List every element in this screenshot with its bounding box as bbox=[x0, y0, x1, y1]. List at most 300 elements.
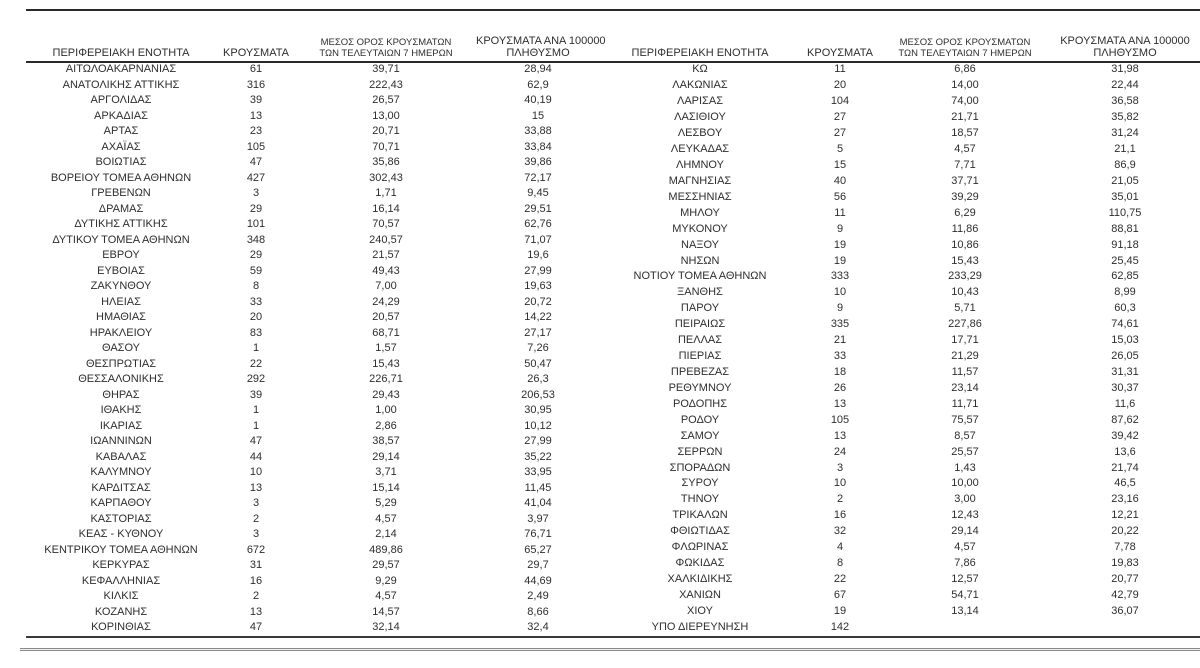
table-row bbox=[600, 189, 1200, 205]
bottom-rule-primary bbox=[26, 636, 1200, 638]
table-body-left bbox=[26, 62, 600, 636]
per100k-cell: 7,78 bbox=[1114, 541, 1136, 554]
cases-cell: 29 bbox=[249, 249, 263, 262]
table-row bbox=[600, 365, 1200, 381]
table-row bbox=[600, 317, 1200, 333]
cases-column-header: ΚΡΟΥΣΜΑΤΑ bbox=[223, 47, 289, 59]
per100k-cell: 30,37 bbox=[1111, 381, 1139, 394]
region-cell: ΑΧΑΪΑΣ bbox=[101, 140, 141, 153]
cases-cell: 1 bbox=[252, 404, 260, 417]
cases-cell: 20 bbox=[833, 79, 847, 92]
region-cell: ΤΡΙΚΑΛΩΝ bbox=[672, 509, 728, 522]
cases-cell: 105 bbox=[830, 413, 850, 426]
cases-cell: 40 bbox=[833, 174, 847, 187]
table-row bbox=[600, 524, 1200, 540]
per100k-cell: 62,9 bbox=[527, 78, 549, 91]
table-row bbox=[26, 155, 600, 171]
cases-cell: 2 bbox=[252, 590, 260, 603]
per100k-cell: 29,7 bbox=[527, 559, 549, 572]
per100k-cell: 27,99 bbox=[524, 435, 552, 448]
per100k-cell: 33,84 bbox=[524, 140, 552, 153]
avg7-cell: 75,57 bbox=[951, 413, 979, 426]
cases-cell: 11 bbox=[834, 63, 846, 76]
avg7-cell: 3,00 bbox=[954, 493, 976, 506]
per100k-cell: 65,27 bbox=[524, 543, 552, 556]
per100k-cell: 10,12 bbox=[524, 419, 552, 432]
per100k-cell: 19,6 bbox=[527, 249, 549, 262]
per100k-cell: 76,71 bbox=[524, 528, 552, 541]
per100k-cell: 33,88 bbox=[524, 125, 552, 138]
avg7-cell: 24,29 bbox=[372, 295, 400, 308]
per100k-cell: 35,22 bbox=[524, 450, 552, 463]
per100k-cell bbox=[1050, 619, 1200, 635]
avg7-cell: 4,57 bbox=[954, 143, 976, 156]
table-row bbox=[600, 587, 1200, 603]
cases-cell: 4 bbox=[836, 541, 844, 554]
avg7-cell: 7,86 bbox=[954, 557, 976, 570]
region-cell: ΠΑΡΟΥ bbox=[680, 302, 720, 315]
region-cell: ΞΑΝΘΗΣ bbox=[677, 286, 723, 299]
cases-cell: 22 bbox=[833, 572, 847, 585]
avg7-cell: 1,71 bbox=[375, 187, 397, 200]
region-cell: ΜΑΓΝΗΣΙΑΣ bbox=[668, 174, 732, 187]
per100k-column-header bbox=[476, 11, 606, 62]
cases-cell: 10 bbox=[833, 286, 847, 299]
avg7-cell: 1,00 bbox=[375, 404, 397, 417]
cases-cell: 83 bbox=[249, 326, 263, 339]
per100k-cell: 44,69 bbox=[524, 574, 552, 587]
table-row bbox=[600, 142, 1200, 158]
cases-cell: 104 bbox=[830, 95, 850, 108]
per100k-cell: 62,76 bbox=[524, 218, 552, 231]
avg7-cell: 14,57 bbox=[372, 605, 400, 618]
per100k-cell: 50,47 bbox=[524, 357, 552, 370]
per100k-cell: 35,82 bbox=[1111, 111, 1139, 124]
cases-cell: 31 bbox=[249, 559, 263, 572]
region-cell: ΚΙΛΚΙΣ bbox=[103, 590, 139, 603]
cases-cell: 39 bbox=[249, 94, 263, 107]
per100k-column-header bbox=[1050, 11, 1200, 62]
cases-cell: 27 bbox=[833, 127, 847, 140]
avg7-cell: 26,57 bbox=[372, 94, 400, 107]
region-cell: ΛΕΥΚΑΔΑΣ bbox=[670, 143, 730, 156]
region-cell: ΜΗΛΟΥ bbox=[680, 206, 720, 219]
table-row bbox=[26, 109, 600, 125]
avg7-cell: 2,86 bbox=[375, 419, 397, 432]
region-column-header: ΠΕΡΙΦΕΡΕΙΑΚΗ ΕΝΟΤΗΤΑ bbox=[52, 47, 190, 59]
per100k-cell: 39,86 bbox=[524, 156, 552, 169]
per100k-cell: 21,05 bbox=[1111, 174, 1139, 187]
cases-cell: 26 bbox=[833, 381, 847, 394]
region-cell: ΚΑΒΑΛΑΣ bbox=[95, 450, 147, 463]
per100k-cell: 11,6 bbox=[1114, 397, 1136, 410]
per100k-cell: 91,18 bbox=[1111, 238, 1139, 251]
avg7-cell: 21,29 bbox=[951, 350, 979, 363]
region-table-left bbox=[26, 11, 606, 636]
region-cell: ΑΡΓΟΛΙΔΑΣ bbox=[90, 94, 152, 107]
per100k-cell: 60,3 bbox=[1114, 302, 1136, 315]
per100k-cell: 35,01 bbox=[1111, 190, 1139, 203]
avg7-header-line2: ΤΩΝ ΤΕΛΕΥΤΑΙΩΝ 7 ΗΜΕΡΩΝ bbox=[319, 48, 453, 59]
avg7-cell: 35,86 bbox=[372, 156, 400, 169]
region-cell: ΜΥΚΟΝΟΥ bbox=[672, 222, 728, 235]
cases-cell: 2 bbox=[252, 512, 260, 525]
table-row bbox=[600, 492, 1200, 508]
header-row bbox=[26, 11, 600, 62]
avg7-cell: 1,57 bbox=[375, 342, 397, 355]
avg7-header-line2: ΤΩΝ ΤΕΛΕΥΤΑΙΩΝ 7 ΗΜΕΡΩΝ bbox=[898, 48, 1032, 59]
avg7-cell: 5,71 bbox=[954, 302, 976, 315]
region-cell: ΚΑΡΠΑΘΟΥ bbox=[90, 497, 152, 510]
per100k-cell: 86,9 bbox=[1114, 158, 1136, 171]
region-cell: ΚΕΝΤΡΙΚΟΥ ΤΟΜΕΑ ΑΘΗΝΩΝ bbox=[44, 543, 198, 556]
per100k-cell: 39,42 bbox=[1111, 429, 1139, 442]
region-cell: ΚΑΡΔΙΤΣΑΣ bbox=[91, 481, 151, 494]
table-row bbox=[600, 237, 1200, 253]
region-cell: ΙΘΑΚΗΣ bbox=[100, 404, 142, 417]
per100k-cell: 31,24 bbox=[1111, 127, 1139, 140]
region-cell: ΑΡΤΑΣ bbox=[103, 125, 139, 138]
table-row bbox=[600, 476, 1200, 492]
avg7-cell: 70,57 bbox=[372, 218, 400, 231]
avg7-cell: 17,71 bbox=[951, 334, 979, 347]
table-row bbox=[26, 310, 600, 326]
per100k-cell: 21,74 bbox=[1111, 461, 1139, 474]
per100k-cell: 88,81 bbox=[1111, 222, 1139, 235]
cases-cell: 23 bbox=[249, 125, 263, 138]
cases-cell: 10 bbox=[833, 477, 847, 490]
table-row bbox=[26, 527, 600, 543]
avg7-cell: 70,71 bbox=[372, 140, 400, 153]
per100k-cell: 87,62 bbox=[1111, 413, 1139, 426]
table-row bbox=[600, 126, 1200, 142]
avg7-cell: 7,71 bbox=[954, 158, 976, 171]
region-cell: ΛΑΣΙΘΙΟΥ bbox=[674, 111, 726, 124]
avg7-cell: 10,43 bbox=[951, 286, 979, 299]
avg7-cell: 32,14 bbox=[372, 621, 400, 634]
avg7-cell: 21,71 bbox=[951, 111, 979, 124]
per100k-cell: 8,66 bbox=[527, 605, 549, 618]
region-cell: ΔΡΑΜΑΣ bbox=[98, 202, 144, 215]
table-row bbox=[26, 295, 600, 311]
region-table-right bbox=[600, 11, 1200, 636]
per100k-cell: 41,04 bbox=[524, 497, 552, 510]
cases-column-header: ΚΡΟΥΣΜΑΤΑ bbox=[807, 47, 873, 59]
avg7-cell: 23,14 bbox=[951, 381, 979, 394]
table-row bbox=[26, 465, 600, 481]
table-row bbox=[26, 279, 600, 295]
cases-cell: 44 bbox=[249, 450, 263, 463]
per100k-cell: 19,83 bbox=[1111, 557, 1139, 570]
per100k-cell: 62,85 bbox=[1111, 270, 1139, 283]
region-cell: ΥΠΟ ΔΙΕΡΕΥΝΗΣΗ bbox=[651, 620, 749, 633]
avg7-cell: 10,86 bbox=[951, 238, 979, 251]
avg7-cell: 68,71 bbox=[372, 326, 400, 339]
avg7-header-line1: ΜΕΣΟΣ ΟΡΟΣ ΚΡΟΥΣΜΑΤΩΝ bbox=[899, 37, 1031, 48]
region-cell: ΣΑΜΟΥ bbox=[680, 429, 720, 442]
per100k-cell: 26,05 bbox=[1111, 350, 1139, 363]
region-cell: ΔΥΤΙΚΟΥ ΤΟΜΕΑ ΑΘΗΝΩΝ bbox=[52, 233, 190, 246]
cases-cell: 22 bbox=[249, 357, 263, 370]
per100k-cell: 26,3 bbox=[527, 373, 549, 386]
cases-cell: 8 bbox=[252, 280, 260, 293]
table-row bbox=[26, 589, 600, 605]
avg7-cell: 1,43 bbox=[954, 461, 976, 474]
avg7-cell: 15,14 bbox=[372, 481, 400, 494]
avg7-cell: 226,71 bbox=[369, 373, 403, 386]
table-row bbox=[600, 301, 1200, 317]
bottom-rule-secondary bbox=[20, 648, 1200, 651]
per100k-cell: 12,21 bbox=[1111, 509, 1139, 522]
avg7-cell: 5,29 bbox=[375, 497, 397, 510]
region-cell: ΗΡΑΚΛΕΙΟΥ bbox=[89, 326, 153, 339]
region-cell: ΗΛΕΙΑΣ bbox=[101, 295, 141, 308]
avg7-cell: 37,71 bbox=[951, 174, 979, 187]
cases-cell: 348 bbox=[246, 233, 266, 246]
per100k-cell: 29,51 bbox=[524, 202, 552, 215]
region-cell: ΡΕΘΥΜΝΟΥ bbox=[668, 381, 732, 394]
per100k-cell: 36,58 bbox=[1111, 95, 1139, 108]
region-cell: ΠΙΕΡΙΑΣ bbox=[678, 350, 722, 363]
per100k-cell: 40,19 bbox=[524, 94, 552, 107]
table-row bbox=[26, 481, 600, 497]
avg7-cell: 29,57 bbox=[372, 559, 400, 572]
cases-cell: 47 bbox=[249, 156, 263, 169]
per100k-cell: 71,07 bbox=[524, 233, 552, 246]
per100k-cell: 20,72 bbox=[524, 295, 552, 308]
table-row bbox=[600, 269, 1200, 285]
cases-cell: 316 bbox=[246, 78, 266, 91]
per100k-cell: 31,98 bbox=[1111, 63, 1139, 76]
avg7-cell: 6,86 bbox=[954, 63, 976, 76]
table-row bbox=[600, 78, 1200, 94]
region-cell: ΝΗΣΩΝ bbox=[680, 254, 720, 267]
avg7-cell: 13,14 bbox=[951, 604, 979, 617]
table-row bbox=[26, 140, 600, 156]
table-row bbox=[600, 412, 1200, 428]
region-cell: ΗΜΑΘΙΑΣ bbox=[96, 311, 146, 324]
cases-cell: 24 bbox=[833, 445, 847, 458]
cases-cell: 3 bbox=[252, 528, 260, 541]
table-row bbox=[26, 574, 600, 590]
avg7-cell: 29,14 bbox=[951, 525, 979, 538]
cases-cell: 47 bbox=[249, 621, 263, 634]
cases-cell: 335 bbox=[830, 318, 850, 331]
table-row bbox=[26, 357, 600, 373]
avg7-column-header bbox=[296, 11, 476, 62]
region-cell: ΚΟΡΙΝΘΙΑΣ bbox=[91, 621, 151, 634]
cases-cell: 105 bbox=[246, 140, 266, 153]
cases-cell: 67 bbox=[833, 588, 847, 601]
cases-cell: 3 bbox=[836, 461, 844, 474]
region-cell: ΚΕΡΚΥΡΑΣ bbox=[92, 559, 150, 572]
table-row bbox=[600, 556, 1200, 572]
avg7-cell: 302,43 bbox=[369, 171, 403, 184]
cases-cell: 18 bbox=[833, 365, 847, 378]
cases-cell: 13 bbox=[833, 429, 847, 442]
per100k-cell: 36,07 bbox=[1111, 604, 1139, 617]
per100k-cell: 7,26 bbox=[527, 342, 549, 355]
table-row bbox=[26, 605, 600, 621]
cases-cell: 13 bbox=[249, 605, 263, 618]
table-row bbox=[600, 572, 1200, 588]
cases-cell: 16 bbox=[249, 574, 263, 587]
region-cell: ΧΑΝΙΩΝ bbox=[679, 588, 721, 601]
header-row bbox=[600, 11, 1200, 62]
table-row bbox=[600, 221, 1200, 237]
cases-cell: 672 bbox=[246, 543, 266, 556]
per100k-cell: 19,63 bbox=[524, 280, 552, 293]
avg7-header-line1: ΜΕΣΟΣ ΟΡΟΣ ΚΡΟΥΣΜΑΤΩΝ bbox=[320, 37, 452, 48]
region-cell: ΠΕΙΡΑΙΩΣ bbox=[674, 318, 726, 331]
region-cell: ΠΡΕΒΕΖΑΣ bbox=[670, 365, 730, 378]
region-cell: ΚΩ bbox=[692, 63, 708, 76]
per100k-cell: 21,1 bbox=[1114, 143, 1136, 156]
per100k-cell: 27,99 bbox=[524, 264, 552, 277]
avg7-cell: 15,43 bbox=[372, 357, 400, 370]
per100k-cell: 15 bbox=[531, 109, 545, 122]
region-cell: ΚΟΖΑΝΗΣ bbox=[94, 605, 148, 618]
per100k-cell: 25,45 bbox=[1111, 254, 1139, 267]
cases-cell: 10 bbox=[249, 466, 263, 479]
table-row bbox=[26, 558, 600, 574]
cases-cell: 13 bbox=[249, 109, 263, 122]
per100k-cell: 11,45 bbox=[524, 481, 552, 494]
per100k-cell: 23,16 bbox=[1111, 493, 1139, 506]
table-row bbox=[600, 173, 1200, 189]
per100k-header-line2: ΠΛΗΘΥΣΜΟ bbox=[506, 47, 570, 59]
per100k-header-line1: ΚΡΟΥΣΜΑΤΑ ΑΝΑ 100000 bbox=[476, 35, 606, 47]
avg7-cell: 240,57 bbox=[369, 233, 403, 246]
avg7-cell: 489,86 bbox=[369, 543, 403, 556]
table-header-left bbox=[26, 11, 606, 62]
cases-cell: 11 bbox=[834, 206, 846, 219]
region-cell: ΒΟΙΩΤΙΑΣ bbox=[95, 156, 147, 169]
avg7-cell: 6,29 bbox=[954, 206, 976, 219]
region-cell: ΝΑΞΟΥ bbox=[681, 238, 719, 251]
avg7-cell: 7,00 bbox=[375, 280, 397, 293]
table-row bbox=[26, 264, 600, 280]
avg7-cell: 15,43 bbox=[951, 254, 979, 267]
table-row bbox=[600, 94, 1200, 110]
cases-cell: 19 bbox=[833, 604, 847, 617]
region-cell: ΣΠΟΡΑΔΩΝ bbox=[669, 461, 731, 474]
region-cell: ΑΡΚΑΔΙΑΣ bbox=[94, 109, 148, 122]
table-row bbox=[600, 444, 1200, 460]
table-row bbox=[26, 434, 600, 450]
avg7-cell: 11,57 bbox=[951, 365, 979, 378]
cases-cell: 16 bbox=[833, 509, 847, 522]
table-row bbox=[26, 512, 600, 528]
avg7-cell: 10,00 bbox=[951, 477, 979, 490]
table-header-right bbox=[600, 11, 1200, 62]
table-row bbox=[600, 285, 1200, 301]
cases-cell: 13 bbox=[833, 397, 847, 410]
cases-cell: 56 bbox=[833, 190, 847, 203]
cases-cell: 9 bbox=[836, 222, 844, 235]
table-row bbox=[600, 603, 1200, 619]
avg7-column-header bbox=[880, 11, 1050, 62]
cases-cell: 427 bbox=[246, 171, 266, 184]
region-cell: ΚΑΣΤΟΡΙΑΣ bbox=[90, 512, 152, 525]
region-cell: ΧΙΟΥ bbox=[687, 604, 713, 617]
per100k-header-line1: ΚΡΟΥΣΜΑΤΑ ΑΝΑ 100000 bbox=[1060, 35, 1190, 47]
cases-cell: 2 bbox=[836, 493, 844, 506]
avg7-cell: 4,57 bbox=[375, 512, 397, 525]
per100k-cell: 74,61 bbox=[1111, 318, 1139, 331]
avg7-cell: 25,57 bbox=[951, 445, 979, 458]
cases-cell: 8 bbox=[836, 557, 844, 570]
per100k-cell: 2,49 bbox=[527, 590, 549, 603]
region-cell: ΣΥΡΟΥ bbox=[681, 477, 719, 490]
cases-cell: 13 bbox=[249, 481, 263, 494]
avg7-cell: 39,29 bbox=[951, 190, 979, 203]
per100k-cell: 30,95 bbox=[524, 404, 552, 417]
region-cell: ΕΒΡΟΥ bbox=[102, 249, 140, 262]
cases-cell: 32 bbox=[833, 525, 847, 538]
region-cell: ΚΑΛΥΜΝΟΥ bbox=[90, 466, 152, 479]
per100k-cell: 8,99 bbox=[1114, 286, 1136, 299]
avg7-cell: 29,14 bbox=[372, 450, 400, 463]
region-cell: ΒΟΡΕΙΟΥ ΤΟΜΕΑ ΑΘΗΝΩΝ bbox=[50, 171, 192, 184]
per100k-cell: 28,94 bbox=[524, 63, 552, 76]
table-row bbox=[26, 124, 600, 140]
table-row bbox=[26, 372, 600, 388]
avg7-cell: 233,29 bbox=[948, 270, 982, 283]
avg7-cell: 12,57 bbox=[951, 572, 979, 585]
cases-cell: 15 bbox=[833, 158, 847, 171]
region-cell: ΖΑΚΥΝΘΟΥ bbox=[90, 280, 152, 293]
per100k-cell: 15,03 bbox=[1111, 334, 1139, 347]
table-row bbox=[600, 396, 1200, 412]
avg7-cell: 20,57 bbox=[372, 311, 400, 324]
region-cell: ΔΥΤΙΚΗΣ ΑΤΤΙΚΗΣ bbox=[74, 218, 168, 231]
table-row bbox=[26, 62, 600, 78]
avg7-cell: 12,43 bbox=[951, 509, 979, 522]
region-cell: ΛΕΣΒΟΥ bbox=[677, 127, 723, 140]
per100k-cell: 206,53 bbox=[521, 388, 555, 401]
region-cell: ΛΑΚΩΝΙΑΣ bbox=[672, 79, 728, 92]
region-cell: ΦΘΙΩΤΙΔΑΣ bbox=[670, 525, 730, 538]
table-row bbox=[26, 93, 600, 109]
avg7-cell: 21,57 bbox=[372, 249, 400, 262]
table-row bbox=[26, 341, 600, 357]
cases-cell: 21 bbox=[833, 334, 847, 347]
region-cell: ΘΗΡΑΣ bbox=[102, 388, 140, 401]
region-cell: ΠΕΛΛΑΣ bbox=[677, 334, 723, 347]
cases-cell: 3 bbox=[252, 497, 260, 510]
cases-cell: 142 bbox=[830, 620, 850, 633]
region-cell: ΙΩΑΝΝΙΝΩΝ bbox=[90, 435, 152, 448]
avg7-cell: 29,43 bbox=[372, 388, 400, 401]
table-row bbox=[600, 253, 1200, 269]
cases-cell: 19 bbox=[833, 238, 847, 251]
avg7-cell: 20,71 bbox=[372, 125, 400, 138]
cases-cell: 59 bbox=[249, 264, 263, 277]
per100k-header-line2: ΠΛΗΘΥΣΜΟ bbox=[1093, 47, 1157, 59]
per100k-cell: 46,5 bbox=[1114, 477, 1136, 490]
cases-cell: 3 bbox=[252, 187, 260, 200]
table-row bbox=[600, 508, 1200, 524]
cases-cell: 9 bbox=[836, 302, 844, 315]
region-cell: ΘΕΣΠΡΩΤΙΑΣ bbox=[85, 357, 157, 370]
avg7-cell: 3,71 bbox=[375, 466, 397, 479]
per100k-cell: 27,17 bbox=[524, 326, 552, 339]
table-row bbox=[26, 450, 600, 466]
avg7-cell: 4,57 bbox=[375, 590, 397, 603]
region-cell: ΚΕΦΑΛΛΗΝΙΑΣ bbox=[81, 574, 161, 587]
region-cell: ΦΩΚΙΔΑΣ bbox=[675, 557, 725, 570]
